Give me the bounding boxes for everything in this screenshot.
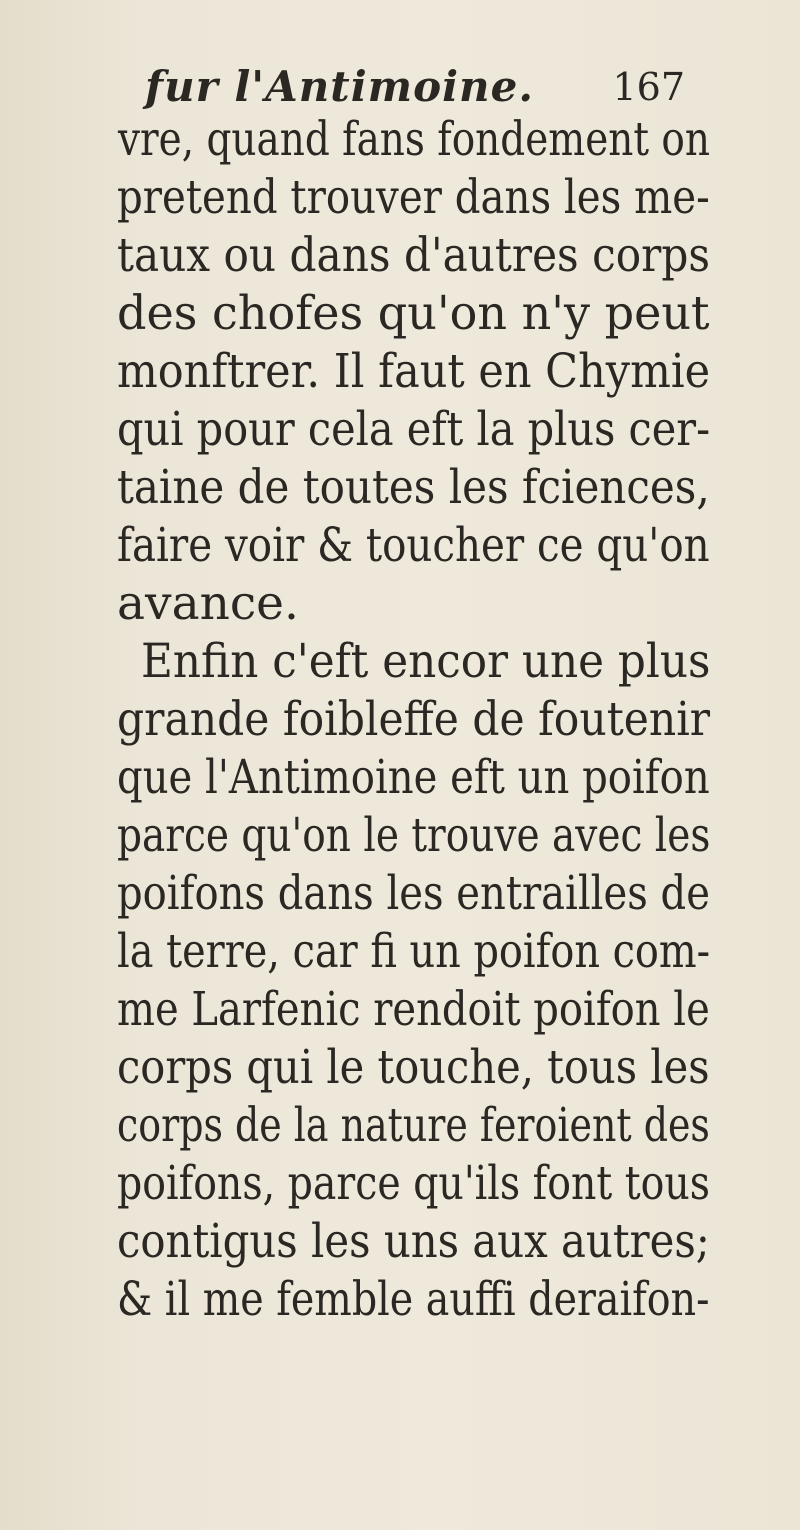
text-line: me Larfenic rendoit poifon le <box>117 982 710 1037</box>
text-line: vre, quand fans fondement on <box>118 112 710 167</box>
text-line: que l'Antimoine eft un poifon <box>117 750 710 805</box>
page-number: 167 <box>612 65 685 109</box>
text-line: faire voir & toucher ce qu'on <box>117 518 710 573</box>
text-line: taine de toutes les fciences, <box>117 460 710 515</box>
text-line: corps de la nature feroient des <box>117 1098 710 1153</box>
text-line: Enfin c'eft encor une plus <box>141 634 711 689</box>
text-line: qui pour cela eft la plus cer- <box>117 402 711 457</box>
text-line: des chofes qu'on n'y peut <box>117 286 710 341</box>
text-line: & il me femble auffi deraifon- <box>117 1272 710 1327</box>
text-line: avance. <box>117 576 299 631</box>
running-title: fur l'Antimoine. <box>145 62 534 111</box>
text-line: la terre, car fi un poifon com- <box>117 924 711 979</box>
text-line: parce qu'on le trouve avec les <box>117 808 711 863</box>
page-header <box>145 62 685 112</box>
text-line: contigus les uns aux autres; <box>117 1214 710 1269</box>
text-line: poifons dans les entrailles de <box>117 866 710 921</box>
text-line: monftrer. Il faut en Chymie <box>117 344 711 399</box>
text-line: grande foibleffe de foutenir <box>117 692 711 747</box>
text-line: corps qui le touche, tous les <box>117 1040 710 1095</box>
text-line: pretend trouver dans les me- <box>117 170 710 225</box>
text-line: taux ou dans d'autres corps <box>117 228 711 283</box>
text-line: poifons, parce qu'ils font tous <box>117 1156 711 1211</box>
